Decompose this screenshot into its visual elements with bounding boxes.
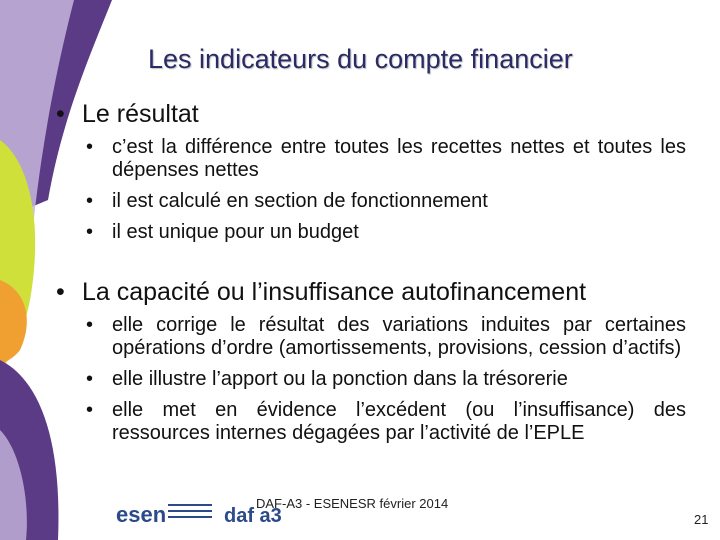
- slide-title: Les indicateurs du compte financier: [148, 44, 573, 74]
- list-item: • il est calculé en section de fonctionnement: [86, 190, 488, 212]
- list-item: • c’est la différence entre toutes les recettes nettes et toutes les dépenses nettes: [86, 136, 686, 181]
- list-item: • il est unique pour un budget: [86, 221, 359, 243]
- bullet-icon: •: [56, 278, 65, 306]
- bullet-icon: •: [86, 221, 94, 243]
- bullet-icon: •: [86, 399, 94, 421]
- bullet-icon: •: [86, 314, 94, 336]
- section-heading: [56, 98, 686, 130]
- bullet-icon: •: [86, 368, 94, 390]
- list-item: • elle illustre l’apport ou la ponction dans la trésorerie: [86, 368, 568, 390]
- bullet-icon: •: [86, 190, 94, 212]
- section-heading: [56, 276, 686, 308]
- bullet-icon: •: [56, 100, 65, 128]
- slide-body: [56, 98, 686, 453]
- list-item: • elle met en évidence l’excédent (ou l’insuffisance) des ressources internes dégagées par l’activité de l’EPLE: [86, 399, 686, 444]
- footer-logos: [116, 498, 282, 534]
- list-item: • elle corrige le résultat des variations induites par certaines opérations d’ordre (amortissements, provisions, cession d’actifs): [86, 314, 686, 359]
- section-heading-text: Le résultat: [82, 100, 199, 128]
- footer-text: DAF-A3 - ESENESR février 2014: [256, 496, 449, 511]
- page-number: 21: [694, 512, 709, 527]
- dafa3-logo: daf a3: [224, 505, 282, 527]
- bullet-icon: •: [86, 136, 94, 158]
- section-heading-text: La capacité ou l’insuffisance autofinancement: [82, 278, 587, 306]
- esen-logo: esen: [116, 502, 167, 527]
